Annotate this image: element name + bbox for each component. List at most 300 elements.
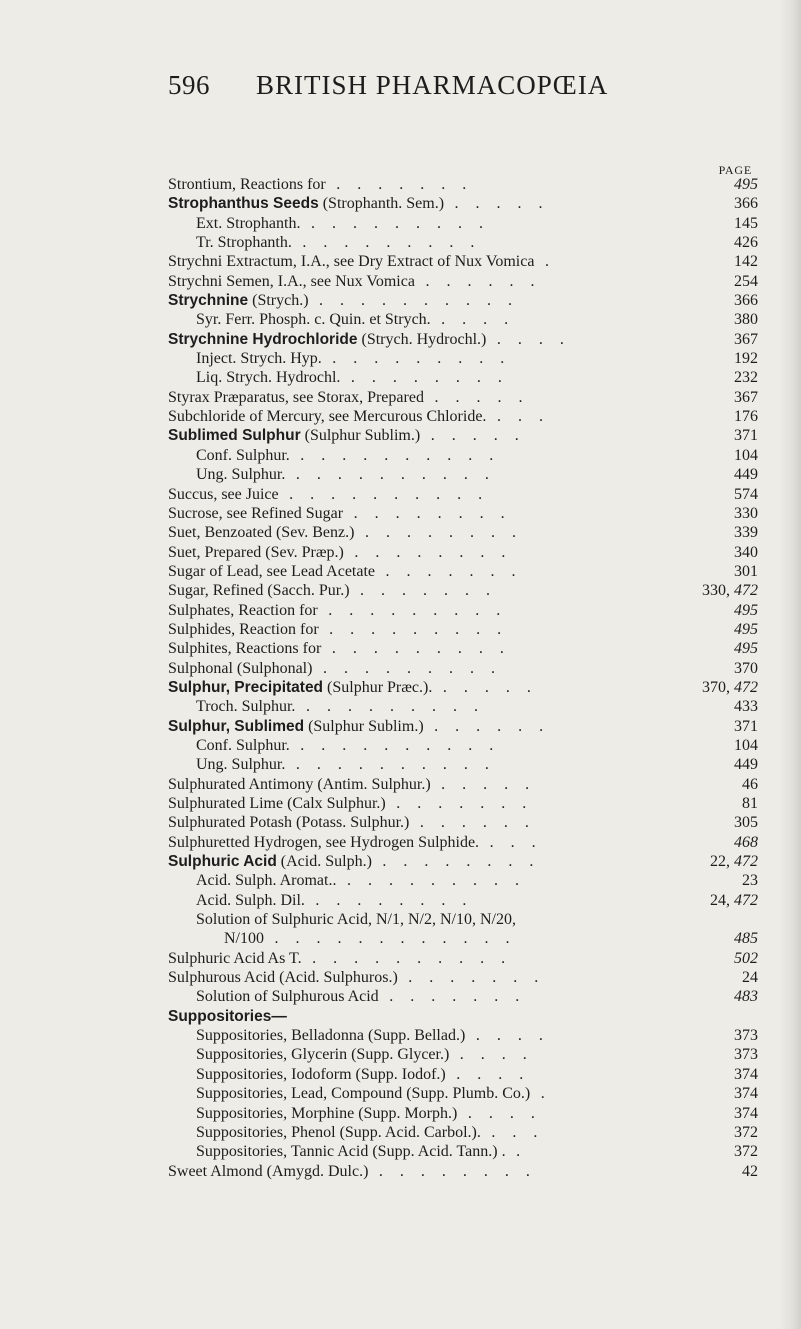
index-entry: [168, 310, 760, 329]
entry-page-ref: [734, 601, 758, 620]
page-number-ref: 176: [734, 408, 758, 426]
entry-term: [168, 291, 519, 310]
index-entry: [168, 794, 760, 813]
entry-term: [196, 233, 481, 252]
page-number-ref: 372: [734, 1143, 758, 1161]
entry-page-ref: [734, 929, 758, 948]
entry-heading: Strophanthus Seeds: [168, 195, 319, 213]
entry-heading: Sulphurated Potash (Potass. Sulphur.): [168, 814, 410, 832]
entry-page-ref: [734, 833, 758, 852]
dot-leader: . . . . . .: [409, 814, 536, 832]
index-entry: [168, 775, 760, 794]
page-number-ref: 495: [734, 640, 758, 658]
page-number-ref: 574: [734, 485, 758, 503]
index-entry: [168, 504, 760, 523]
page-number-ref: 374: [734, 1104, 758, 1122]
entry-heading: Suppositories—: [168, 1007, 287, 1025]
entry-term: [196, 1142, 527, 1161]
index-entry: [168, 272, 760, 291]
index-entry: [168, 1162, 760, 1181]
dot-leader: . . . . . . .: [325, 176, 473, 193]
entry-term: [196, 910, 516, 929]
index-entry: [168, 214, 760, 233]
page-header: [168, 70, 748, 106]
entry-heading: Sulphuretted Hydrogen, see Hydrogen Sulphide.: [168, 833, 480, 851]
page-number-ref: 433: [734, 698, 758, 716]
entry-term: [168, 968, 545, 987]
dot-leader: . . .: [480, 1123, 544, 1141]
entry-term: [224, 929, 516, 948]
entry-page-ref: [702, 678, 758, 697]
entry-term: [168, 813, 535, 832]
dot-leader: . . . . . . . .: [354, 524, 523, 542]
index-entry: [168, 678, 760, 697]
index-entry: [168, 543, 760, 562]
index-entry: [168, 736, 760, 755]
entry-term: [168, 678, 537, 697]
entry-page-ref: [702, 581, 758, 600]
entry-page-ref: [734, 1065, 758, 1084]
index-entry: [168, 523, 760, 542]
entry-heading: Suppositories, Belladonna (Supp. Bellad.): [196, 1027, 466, 1045]
entry-term: [168, 852, 540, 871]
entry-heading: Sulphurated Antimony (Antim. Sulphur.): [168, 775, 431, 793]
dot-leader: . . . . . . . . .: [317, 601, 507, 619]
dot-leader: . . . . .: [430, 775, 536, 793]
entry-term: [196, 465, 495, 484]
entry-page-ref: [742, 871, 758, 890]
entry-page-ref: [734, 272, 758, 291]
entry-page-ref: [734, 949, 758, 968]
entry-term: [196, 1104, 541, 1123]
index-entry: [168, 1104, 760, 1123]
page-number-ref: 373: [734, 1027, 758, 1045]
page-number: 596: [168, 70, 210, 100]
dot-leader: . . . . . . . . .: [318, 620, 508, 638]
dot-leader: . . . . . . .: [397, 969, 545, 987]
page-number-ref: 367: [734, 388, 758, 406]
index-entry: [168, 755, 760, 774]
page-number-ref: 366: [734, 292, 758, 310]
entry-page-ref: [734, 755, 758, 774]
entry-page-ref: [734, 1142, 758, 1161]
page-number-ref: 371: [734, 717, 758, 735]
entry-heading: Sulphonal (Sulphonal): [168, 659, 313, 677]
entry-heading: Subchloride of Mercury, see Mercurous Chloride.: [168, 408, 487, 426]
dot-leader: . . . . . . . . .: [300, 214, 490, 232]
entry-heading: Liq. Strych. Hydrochl.: [196, 369, 341, 387]
entry-page-ref: [734, 736, 758, 755]
entry-heading: Sulphurous Acid (Acid. Sulphuros.): [168, 969, 398, 987]
entry-heading: Sulphur, Sublimed: [168, 717, 305, 735]
entry-term: [168, 543, 512, 562]
entry-heading: N/100: [224, 930, 264, 948]
dot-leader: . . . . . . . . .: [291, 234, 481, 252]
entry-page-ref: [734, 446, 758, 465]
entry-latin-name: (Strych.): [248, 292, 309, 310]
index-entry: [168, 639, 760, 658]
page-number-ref: 374: [734, 1065, 758, 1083]
entry-term: [196, 1084, 551, 1103]
entry-heading: Suppositories, Glycerin (Supp. Glycer.): [196, 1046, 450, 1064]
entry-page-ref: [742, 794, 758, 813]
dot-leader: . . . . . . . .: [343, 543, 512, 561]
dot-leader: . . . . . . .: [349, 582, 497, 600]
dot-leader: . . . . . . . . . .: [285, 756, 496, 774]
entry-term: [168, 717, 550, 736]
entry-heading: Sugar of Lead, see Lead Acetate: [168, 562, 376, 580]
dot-leader: . . . . .: [444, 195, 550, 213]
page-number-ref-italic: 472: [734, 582, 758, 600]
page-number-ref: 502: [734, 949, 758, 967]
entry-heading: Strychnine: [168, 292, 249, 310]
entry-term: [168, 833, 542, 852]
dot-leader: . . . .: [465, 1027, 550, 1045]
entry-term: [168, 407, 549, 426]
page-number-ref: 232: [734, 369, 758, 387]
page-column-label: PAGE: [718, 163, 752, 177]
entry-heading: Sucrose, see Refined Sugar: [168, 504, 344, 522]
entry-page-ref: [734, 194, 758, 213]
entry-heading: Sweet Almond (Amygd. Dulc.): [168, 1162, 369, 1180]
dot-leader: . . . .: [457, 1104, 542, 1122]
dot-leader: . . . . . . .: [378, 988, 526, 1006]
dot-leader: . . .: [479, 833, 543, 851]
index-entry: [168, 1045, 760, 1064]
page-number-ref: 380: [734, 311, 758, 329]
entry-term: [196, 697, 484, 716]
entry-term: [168, 659, 501, 678]
entry-page-ref: [734, 1104, 758, 1123]
dot-leader: . . . . . . .: [375, 562, 523, 580]
page-number-ref: 254: [734, 272, 758, 290]
index-entry: [168, 349, 760, 368]
entry-heading: Tr. Strophanth.: [196, 234, 292, 252]
entry-page-ref: [734, 330, 758, 349]
index-entry: [168, 871, 760, 890]
entry-heading: Strychni Extractum, I.A., see Dry Extract of Nux Vomica: [168, 253, 535, 271]
index-entry: [168, 388, 760, 407]
entry-page-ref: [734, 214, 758, 233]
page-number-ref: 373: [734, 1046, 758, 1064]
index-entry: [168, 813, 760, 832]
index-entry: [168, 910, 760, 929]
entry-term: [168, 639, 510, 658]
entry-latin-name: (Sulphur Sublim.): [300, 427, 421, 445]
entry-page-ref: [742, 775, 758, 794]
page-number-ref: 374: [734, 1085, 758, 1103]
entry-page-ref: [734, 562, 758, 581]
entry-heading: Inject. Strych. Hyp.: [196, 350, 322, 368]
entry-latin-name: (Sulphur Præc.).: [323, 678, 433, 696]
dot-leader: . . . . .: [432, 678, 538, 696]
entry-page-ref: [734, 504, 758, 523]
entry-term: [168, 330, 570, 349]
entry-latin-name: (Strophanth. Sem.): [318, 195, 445, 213]
index-entry: [168, 368, 760, 387]
entry-term: [196, 1123, 544, 1142]
entry-heading: Sulphuric Acid: [168, 853, 277, 871]
dot-leader: . . . . . . . .: [304, 891, 473, 909]
index-entry: [168, 581, 760, 600]
entry-heading: Sulphides, Reaction for: [168, 620, 319, 638]
entry-heading: Ung. Sulphur.: [196, 756, 286, 774]
index-entry: [168, 330, 760, 349]
entry-heading: Strychnine Hydrochloride: [168, 330, 358, 348]
entry-heading: Sublimed Sulphur: [168, 427, 301, 445]
index-entry: [168, 601, 760, 620]
dot-leader: . . .: [486, 408, 550, 426]
entry-latin-name: (Acid. Sulph.): [276, 853, 372, 871]
entry-heading: Suppositories, Tannic Acid (Supp. Acid. Tann.) .: [196, 1143, 506, 1161]
entry-page-ref: [734, 426, 758, 445]
entry-page-ref: [734, 987, 758, 1006]
index-entry: [168, 1065, 760, 1084]
entry-page-ref: [734, 310, 758, 329]
page-number-ref: 339: [734, 524, 758, 542]
dot-leader: . . . . . . . .: [371, 853, 540, 871]
dot-leader: . . . . . . . .: [340, 369, 509, 387]
index-entry: [168, 717, 760, 736]
dot-leader: . . . . . . . . . .: [289, 736, 500, 754]
entry-heading: Suet, Benzoated (Sev. Benz.): [168, 524, 355, 542]
index-entry: [168, 562, 760, 581]
entry-term: [196, 368, 508, 387]
dot-leader: . . . .: [445, 1065, 530, 1083]
entry-term: [196, 446, 500, 465]
entry-latin-name: (Sulphur Sublim.): [304, 717, 424, 735]
page-number-ref: 366: [734, 195, 758, 213]
entry-heading: Suppositories, Iodoform (Supp. Iodof.): [196, 1065, 446, 1083]
dot-leader: . . . . . . . . .: [312, 659, 502, 677]
entry-term: [168, 1162, 536, 1181]
index-entry: [168, 1123, 760, 1142]
index-entry: [168, 620, 760, 639]
entry-page-ref: [734, 523, 758, 542]
index-entry: [168, 1007, 760, 1026]
entry-heading: Conf. Sulphur.: [196, 736, 290, 754]
index-entry: [168, 987, 760, 1006]
page-number-ref: 192: [734, 350, 758, 368]
dot-leader: . . . . . . . . .: [295, 698, 485, 716]
page-number-ref-italic: 472: [734, 678, 758, 696]
dot-leader: . . . . . . . . .: [321, 640, 511, 658]
entry-heading: Acid. Sulph. Dil.: [196, 891, 305, 909]
dot-leader: . . . . .: [423, 388, 529, 406]
entry-term: [168, 175, 473, 194]
page-number-ref: 483: [734, 988, 758, 1006]
entry-term: [196, 214, 489, 233]
index-entry: [168, 968, 760, 987]
index-entry: [168, 407, 760, 426]
page-number-ref: 104: [734, 446, 758, 464]
page-number-ref: 330,: [702, 582, 734, 600]
entry-page-ref: [734, 1123, 758, 1142]
page-edge-shadow: [779, 0, 801, 1329]
index-entry: [168, 852, 760, 871]
entry-page-ref: [734, 813, 758, 832]
entry-page-ref: [742, 1162, 758, 1181]
index-list: [168, 175, 760, 1181]
dot-leader: .: [505, 1143, 527, 1161]
entry-page-ref: [710, 852, 758, 871]
page-number-ref: 485: [734, 930, 758, 948]
page-number-ref: 468: [734, 833, 758, 851]
index-entry: [168, 949, 760, 968]
entry-term: [168, 775, 536, 794]
page-number-ref: 305: [734, 814, 758, 832]
page-number-ref: 370,: [702, 678, 734, 696]
page-number-ref: 104: [734, 736, 758, 754]
page-number-ref-italic: 472: [734, 891, 758, 909]
dot-leader: . . . . . . . . . .: [278, 485, 489, 503]
page-number-ref: 367: [734, 330, 758, 348]
index-entry: [168, 891, 760, 910]
index-entry: [168, 194, 760, 213]
entry-term: [196, 1065, 530, 1084]
entry-page-ref: [710, 891, 758, 910]
entry-page-ref: [734, 1026, 758, 1045]
entry-heading: Suet, Prepared (Sev. Præp.): [168, 543, 344, 561]
entry-page-ref: [734, 175, 758, 194]
entry-term: [196, 349, 511, 368]
page-number-ref: 340: [734, 543, 758, 561]
page-number-ref: 142: [734, 253, 758, 271]
running-title: BRITISH PHARMACOPŒIA: [256, 70, 609, 100]
entry-page-ref: [734, 1045, 758, 1064]
dot-leader: . . . .: [486, 330, 571, 348]
entry-heading: Acid. Sulph. Aromat..: [196, 872, 337, 890]
dot-leader: . . . . . . . . . . . .: [264, 930, 516, 948]
entry-term: [168, 523, 522, 542]
index-entry: [168, 175, 760, 194]
dot-leader: .: [530, 1085, 552, 1103]
entry-heading: Ung. Sulphur.: [196, 466, 286, 484]
entry-page-ref: [742, 968, 758, 987]
entry-heading: Succus, see Juice: [168, 485, 279, 503]
entry-term: [168, 272, 541, 291]
entry-page-ref: [734, 233, 758, 252]
index-entry: [168, 446, 760, 465]
dot-leader: . . . . . .: [423, 717, 550, 735]
page-number-ref: 42: [742, 1162, 758, 1180]
index-entry: [168, 659, 760, 678]
entry-page-ref: [734, 252, 758, 271]
entry-page-ref: [734, 639, 758, 658]
index-entry: [168, 1142, 760, 1161]
entry-heading: Suppositories, Morphine (Supp. Morph.): [196, 1104, 458, 1122]
entry-term: [168, 601, 507, 620]
entry-heading: Sulphates, Reaction for: [168, 601, 318, 619]
entry-term: [168, 194, 549, 213]
page-number-ref: 24: [742, 969, 758, 987]
dot-leader: . . . . . .: [414, 272, 541, 290]
page-number-ref: 426: [734, 234, 758, 252]
page-number-ref: 449: [734, 466, 758, 484]
dot-leader: . . . . . . . . .: [321, 350, 511, 368]
page-number-ref: 330: [734, 504, 758, 522]
entry-page-ref: [734, 717, 758, 736]
dot-leader: . . . . . . . .: [368, 1162, 537, 1180]
entry-page-ref: [734, 1084, 758, 1103]
index-entry: [168, 833, 760, 852]
entry-heading: Conf. Sulphur.: [196, 446, 290, 464]
entry-term: [168, 949, 512, 968]
dot-leader: . . . . . . . . . .: [308, 292, 519, 310]
entry-term: [196, 736, 500, 755]
dot-leader: . . . .: [449, 1046, 534, 1064]
dot-leader: . . . . . . . . . .: [285, 466, 496, 484]
index-entry: [168, 233, 760, 252]
index-entry: [168, 1026, 760, 1045]
dot-leader: .: [534, 253, 556, 271]
entry-term: [168, 581, 497, 600]
entry-term: [196, 310, 515, 329]
entry-heading: Syr. Ferr. Phosph. c. Quin. et Strych.: [196, 311, 431, 329]
page-number-ref: 370: [734, 659, 758, 677]
entry-page-ref: [734, 388, 758, 407]
dot-leader: . . . .: [430, 311, 515, 329]
entry-page-ref: [734, 349, 758, 368]
page-number-ref: 372: [734, 1123, 758, 1141]
entry-term: [196, 871, 525, 890]
entry-term: [196, 891, 473, 910]
entry-page-ref: [734, 465, 758, 484]
entry-heading: Troch. Sulphur.: [196, 698, 296, 716]
page-number-ref: 46: [742, 775, 758, 793]
entry-heading: Sulphur, Precipitated: [168, 678, 324, 696]
entry-term: [168, 562, 522, 581]
page-number-ref: 23: [742, 872, 758, 890]
entry-heading: Styrax Præparatus, see Storax, Prepared: [168, 388, 424, 406]
page-number-ref: 24,: [710, 891, 734, 909]
index-entry: [168, 697, 760, 716]
entry-heading: Sulphurated Lime (Calx Sulphur.): [168, 795, 386, 812]
entry-page-ref: [734, 291, 758, 310]
index-entry: [168, 426, 760, 445]
entry-term: [196, 755, 495, 774]
entry-page-ref: [734, 485, 758, 504]
index-entry: [168, 485, 760, 504]
page-number-ref-italic: 472: [734, 853, 758, 871]
entry-page-ref: [734, 543, 758, 562]
entry-heading: Ext. Strophanth.: [196, 214, 301, 232]
page-number-ref: 22,: [710, 853, 734, 871]
entry-heading: Solution of Sulphurous Acid: [196, 988, 379, 1006]
entry-term: [196, 987, 526, 1006]
page-number-ref: 81: [742, 795, 758, 812]
index-entry: [168, 929, 760, 948]
entry-heading: Strontium, Reactions for: [168, 176, 326, 193]
entry-term: [168, 794, 533, 813]
dot-leader: . . . . . . .: [385, 795, 533, 812]
dot-leader: . . . . . . . . . .: [301, 949, 512, 967]
dot-leader: . . . . . . . .: [343, 504, 512, 522]
entry-term: [168, 504, 511, 523]
entry-heading: Solution of Sulphuric Acid, N/1, N/2, N/10, N/20,: [196, 911, 516, 929]
page-number-ref: 301: [734, 562, 758, 580]
index-entry: [168, 1084, 760, 1103]
page-number-ref: 449: [734, 756, 758, 774]
page-number-ref: 495: [734, 620, 758, 638]
index-entry: [168, 465, 760, 484]
entry-heading: Sugar, Refined (Sacch. Pur.): [168, 582, 350, 600]
entry-term: [168, 426, 525, 445]
entry-term: [168, 388, 529, 407]
entry-term: [168, 252, 555, 271]
entry-term: [168, 1007, 287, 1026]
entry-term: [196, 1026, 549, 1045]
